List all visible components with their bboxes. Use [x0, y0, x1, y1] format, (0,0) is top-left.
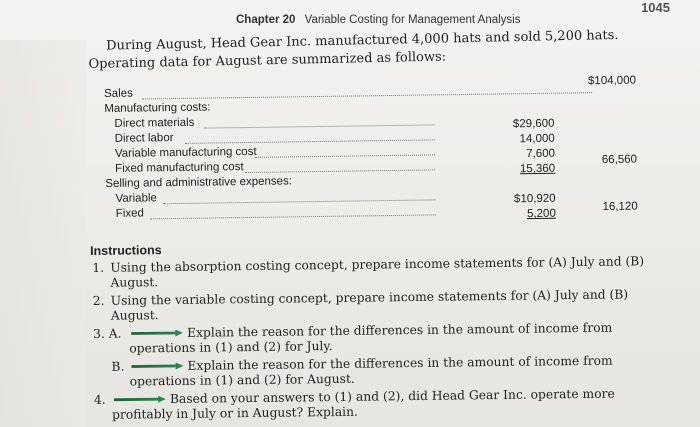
- chapter-label: Chapter 20: [236, 14, 296, 26]
- row-label: Manufacturing costs:: [104, 101, 211, 115]
- operating-data-table: [104, 74, 666, 223]
- sales-value: $104,000: [587, 74, 637, 88]
- row-label: Selling and administrative expenses:: [105, 175, 293, 190]
- item-number: 3. A.: [93, 326, 122, 341]
- item-text: Based on your answers to (1) and (2), did Head Gear Inc. operate more profitably in July or in August? Explain.: [112, 386, 615, 422]
- arrow-icon: [131, 329, 183, 337]
- cell-value: 15,360: [519, 162, 556, 176]
- list-item: [90, 254, 665, 291]
- intro-text: During August, Head Gear Inc. manufactured 4,000 hats and sold 5,200 hats. Operating data for August are summarized as follows:: [88, 27, 619, 72]
- item-text: Using the absorption costing concept, prepare income statements for (A) July and (B) August.: [110, 254, 645, 290]
- item-number: B.: [111, 359, 125, 374]
- cell-value: $10,920: [513, 192, 556, 206]
- manufacturing-total: 66,560: [601, 153, 638, 167]
- chapter-title: Variable Costing for Management Analysis: [304, 14, 521, 26]
- list-item: [91, 353, 666, 390]
- row-label: Sales: [104, 87, 133, 100]
- instructions-title: Instructions: [90, 243, 162, 258]
- item-number: 2.: [92, 293, 105, 308]
- cell-value: 5,200: [526, 207, 556, 221]
- running-header: [236, 14, 521, 26]
- row-label: Variable: [115, 192, 157, 205]
- problem-intro: [88, 26, 669, 74]
- selling-admin-total: 16,120: [602, 200, 638, 214]
- item-text: Explain the reason for the differences in the amount of income from operations in (1) and (2) for July.: [129, 320, 613, 356]
- row-label: Direct labor: [114, 132, 174, 145]
- list-item: [91, 320, 666, 357]
- list-item: [92, 386, 667, 423]
- row-label: Fixed: [115, 207, 144, 220]
- row-label: Direct materials: [114, 116, 195, 130]
- arrow-icon: [114, 396, 166, 404]
- item-text: Explain the reason for the differences in the amount of income from operations in (1) and (2) for August.: [129, 353, 613, 389]
- item-number: 4.: [93, 392, 106, 407]
- item-number: 1.: [92, 260, 105, 275]
- row-label: Fixed manufacturing cost: [115, 161, 244, 175]
- cell-value: $29,600: [512, 117, 555, 131]
- page-number: 1045: [641, 0, 670, 15]
- item-text: Using the variable costing concept, prepare income statements for (A) July and (B) August.: [110, 287, 629, 323]
- bleed-through-margin: [0, 40, 86, 427]
- instructions-section: [90, 237, 667, 426]
- arrow-icon: [131, 362, 183, 370]
- row-label: Variable manufacturing cost: [114, 145, 257, 160]
- list-item: [91, 287, 666, 324]
- cell-value: 14,000: [519, 132, 555, 146]
- cell-value: 7,600: [526, 147, 556, 161]
